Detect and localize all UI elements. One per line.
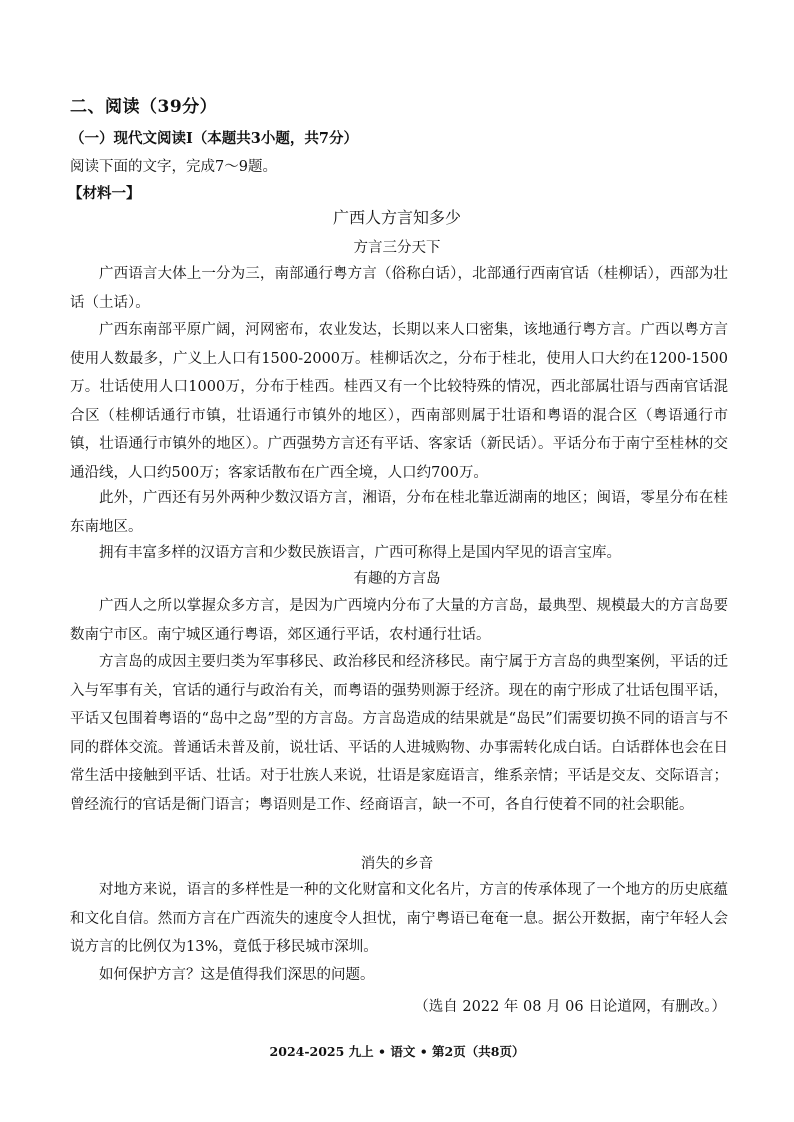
paragraph: 广西语言大体上一分为三，南部通行粤方言（俗称白话），北部通行西南官话（桂柳话），西部为壮话（土话）。 [70,266,728,311]
section-title: 二、阅读（39分） [70,97,218,117]
source-citation: （选自 2022 年 08 月 06 日论道网，有删改。） [414,999,726,1015]
subsection-title: （一）现代文阅读Ⅰ（本题共3小题，共7分） [70,130,358,147]
paragraph: 拥有丰富多样的汉语方言和少数民族语言，广西可称得上是国内罕见的语言宝库。 [99,545,621,561]
paragraph: 广西人之所以掌握众多方言，是因为广西境内分布了大量的方言岛，最典型、规模最大的方言岛要数南宁市区。南宁城区通行粤语，郊区通行平话，农村通行壮话。 [70,598,728,643]
instruction: 阅读下面的文字，完成7～9题。 [70,159,277,175]
paragraph: 广西东南部平原广阔，河网密布，农业发达，长期以来人口密集，该地通行粤方言。广西以粤方言使用人数最多，广义上人口有1500-2000万。桂柳话次之，分布于桂北，使用人口大约在1200-1500万。壮话使用人口1000万，分布于桂西。桂西又有一个比较特殊的情况，西北部属壮语与西南官话混合区（桂柳话通行市镇，壮语通行市镇外的地区），西南部则属于壮语和粤语的混合区（粤语通行市镇，壮语通行市镇外的地区）。广西强势方言还有平话、客家话（新民话）。平话分布于南宁至桂林的交通沿线，人口约500万；客家话散布在广西全境，人口约700万。 [70,322,728,481]
section-heading: 有趣的方言岛 [353,571,441,587]
material-label: 【材料一】 [68,185,141,202]
section-heading: 方言三分天下 [353,240,441,256]
paragraph: 方言岛的成因主要归类为军事移民、政治移民和经济移民。南宁属于方言岛的典型案例，平话的迁入与军事有关，官话的通行与政治有关，而粤语的强势则源于经济。现在的南宁形成了壮话包围平话，平话又包围着粤语的“岛中之岛”型的方言岛。方言岛造成的结果就是“岛民”们需要切换不同的语言与不同的群体交流。普通话未普及前，说壮话、平话的人进城购物、办事需转化成白话。白话群体也会在日常生活中接触到平话、壮话。对于壮族人来说，壮语是家庭语言，维系亲情；平话是交友、交际语言；曾经流行的官话是衙门语言；粤语则是工作、经商语言，缺一不可，各自行使着不同的社会职能。 [70,654,728,813]
section-heading: 消失的乡音 [360,856,434,872]
paragraph: 此外，广西还有另外两种少数汉语方言，湘语，分布在桂北靠近湖南的地区；闽语，零星分布在桂东南地区。 [70,490,728,535]
paragraph: 如何保护方言？这是值得我们深思的问题。 [99,967,375,983]
article-title: 广西人方言知多少 [332,208,461,227]
paragraph: 对地方来说，语言的多样性是一种的文化财富和文化名片，方言的传承体现了一个地方的历史底蕴和文化自信。然而方言在广西流失的速度令人担忧，南宁粤语已奄奄一息。据公开数据，南宁年轻人会说方言的比例仅为13%，竟低于移民城市深圳。 [70,882,728,955]
page-footer: 2024-2025 九上 • 语文 • 第2页（共8页） [269,1044,525,1059]
